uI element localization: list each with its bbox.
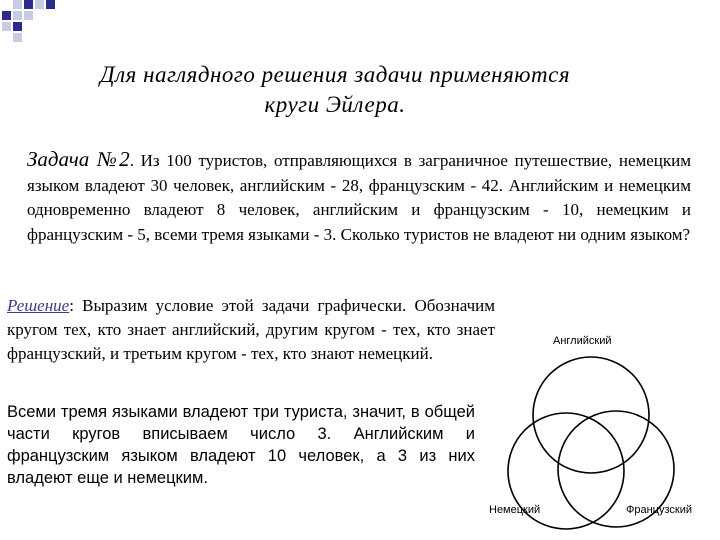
deco-square (35, 0, 44, 9)
deco-square (2, 22, 11, 31)
deco-square (13, 0, 22, 9)
title-line-1: Для наглядного решения задачи применяются (99, 62, 571, 87)
label-french: Французский (626, 504, 692, 516)
euler-venn-diagram (480, 328, 720, 540)
solution-paragraph (7, 294, 495, 366)
deco-square (24, 0, 33, 9)
task-label: Задача №2 (27, 147, 130, 171)
deco-square (13, 33, 22, 42)
deco-square (24, 11, 33, 20)
label-english: Английский (553, 335, 612, 347)
task-statement (27, 147, 691, 247)
deco-square (46, 0, 55, 9)
deco-square (13, 11, 22, 20)
task-text: . Из 100 туристов, отправляющихся в заграничное путешествие, немецким языком владеют 30 человек, английским - 28, французским - 42. Английским и немецким одновременно владеют 8 человек, английским и французским - 10, немецким и французским - 5, всеми тремя языками - 3. Сколько туристов не владеют ни одним языком? (27, 151, 692, 244)
solution-colon: : (69, 296, 74, 315)
title-line-2: круги Эйлера. (264, 92, 406, 117)
deco-square (2, 11, 11, 20)
explanation-paragraph: Всеми тремя языками владеют три туриста, значит, в общей части кругов вписываем число 3. Английским и французским языком владеют 10 человек, а 3 из них владеют еще и немецким. (7, 403, 475, 487)
solution-label: Решение (7, 296, 70, 315)
label-german: Немецкий (489, 504, 541, 516)
corner-decoration (0, 0, 60, 40)
deco-square (13, 22, 22, 31)
solution-text: Выразим условие этой задачи графически. Обозначим кругом тех, кто знает английский, другим кругом - тех, кто знает французский, и третьим кругом - тех, кто знают немецкий. (7, 296, 495, 363)
slide-title (30, 60, 640, 120)
